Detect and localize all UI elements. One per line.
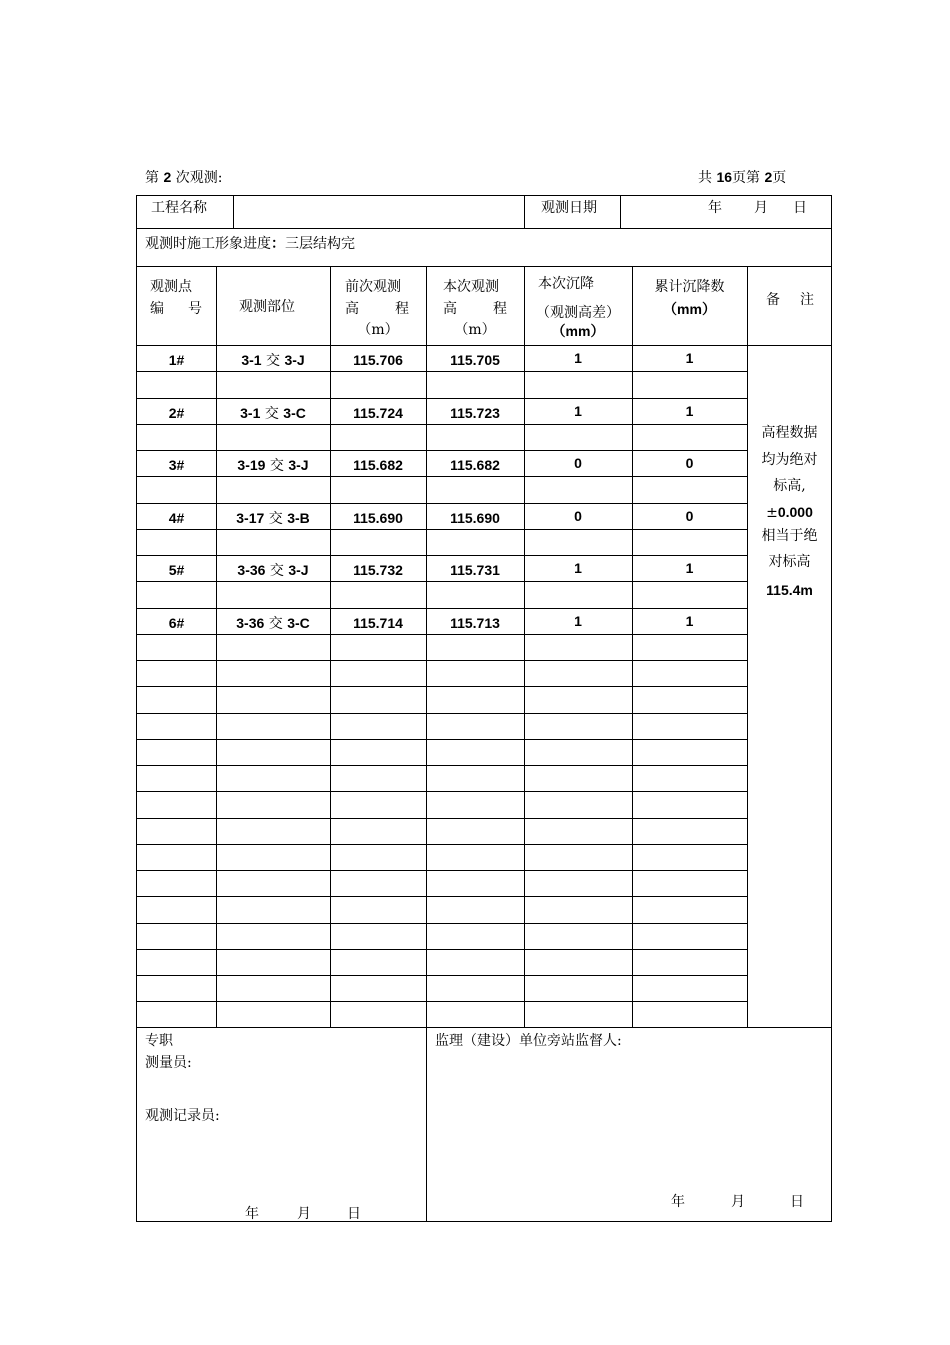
location-cross: 交 [261,353,285,369]
surveyor-label-1: 专职 [145,1033,173,1049]
cell-curr-elevation: 115.713 [450,615,500,631]
remark-line-5: 相当于绝 [761,528,818,544]
remark-line-4 [747,505,832,520]
observation-date-label: 观测日期 [541,200,597,216]
cell-settlement: 1 [574,613,582,629]
cell-location [216,563,330,578]
col-cum-l1: 累计沉降数 [654,279,725,295]
vrule-info-1 [233,196,234,228]
cell-cumulative: 0 [685,455,694,471]
row-rule [137,923,747,924]
location-cross: 交 [260,406,284,422]
location-a: 3-1 [241,352,262,368]
total-prefix: 共 [698,170,712,186]
vrule-info-2 [524,196,525,228]
surveyor-label-2: 测量员: [145,1055,192,1071]
vrule-col-6 [747,266,748,1027]
progress-line [145,236,355,251]
cell-point: 1# [168,352,185,368]
rule-footer [137,1027,831,1028]
vrule-info-3 [620,196,621,228]
location-a: 3-36 [237,562,266,578]
col-settle-unit: （mm） [551,323,605,339]
row-rule [137,739,747,740]
observation-number [145,170,222,185]
obs-suffix: 次观测: [175,170,223,186]
date-month: 月 [754,200,768,216]
cell-curr-elevation: 115.690 [450,510,500,526]
progress-value: 三层结构完 [285,236,355,252]
left-day: 日 [347,1206,361,1222]
cell-cumulative: 1 [685,350,694,366]
cell-curr-elevation: 115.705 [450,352,500,368]
left-year: 年 [245,1206,259,1222]
row-rule [137,686,747,687]
row-rule [137,896,747,897]
cell-location [216,616,330,631]
col-point-l2b: 号 [188,301,202,317]
location-b: 3-C [283,405,306,421]
row-rule [137,634,747,635]
rule-progress [137,266,831,267]
row-rule [137,608,747,609]
cell-location [216,458,330,473]
obs-prefix: 第 [145,170,159,186]
row-rule [137,450,747,451]
col-curr-l1: 本次观测 [443,279,499,295]
obs-num: 2 [163,169,172,185]
col-remark-a: 备 [766,292,780,308]
cell-prev-elevation: 115.724 [353,405,403,421]
cell-point: 4# [168,510,185,526]
col-settle-l2: （观测高差） [536,305,620,321]
row-rule [137,975,747,976]
location-cross: 交 [264,616,288,632]
location-b: 3-J [288,562,309,578]
col-curr-l2b: 程 [493,301,507,317]
cell-settlement: 0 [574,455,582,471]
cell-prev-elevation: 115.690 [353,510,403,526]
remark-line-2: 均为绝对 [761,452,818,468]
vrule-col-3 [426,266,427,1027]
cell-prev-elevation: 115.714 [353,615,403,631]
date-year: 年 [708,200,722,216]
row-rule [137,844,747,845]
remark-line-7: 115.4m [766,582,813,598]
col-prev-l1: 前次观测 [345,279,401,295]
cell-point: 6# [168,615,185,631]
row-rule [137,765,747,766]
row-rule [137,581,747,582]
cell-prev-elevation: 115.732 [353,562,403,578]
recorder-label: 观测记录员: [145,1108,220,1124]
col-settle-l1: 本次沉降 [538,276,594,292]
cell-prev-elevation: 115.682 [353,457,403,473]
rule-project [137,228,831,229]
col-point-l1: 观测点 [150,279,192,295]
cell-curr-elevation: 115.682 [450,457,500,473]
cell-point: 5# [168,562,185,578]
project-name-label: 工程名称 [151,200,207,216]
location-b: 3-C [287,615,310,631]
row-rule [137,713,747,714]
row-rule [137,555,747,556]
col-prev-l2b: 程 [395,301,409,317]
row-rule [137,1001,747,1002]
cell-cumulative: 0 [685,508,694,524]
col-point-l2a: 编 [150,301,164,317]
remark-line-3: 标高, [773,478,806,494]
row-rule [137,503,747,504]
row-rule [137,476,747,477]
cell-prev-elevation: 115.706 [353,352,403,368]
vrule-footer [426,1027,427,1221]
row-rule [137,398,747,399]
vrule-col-1 [216,266,217,1027]
right-day: 日 [790,1194,804,1210]
total-pages: 16 [716,169,733,185]
row-rule [137,424,747,425]
col-curr-l2a: 高 [443,301,457,317]
location-a: 3-17 [236,510,265,526]
col-curr-unit: （m） [454,322,496,338]
cell-cumulative: 1 [685,403,694,419]
row-rule [137,660,747,661]
row-rule [137,870,747,871]
location-cross: 交 [264,511,288,527]
location-cross: 交 [265,563,289,579]
row-rule [137,791,747,792]
row-rule [137,949,747,950]
right-year: 年 [671,1194,685,1210]
col-cum-unit: （mm） [663,301,716,317]
vrule-col-4 [524,266,525,1027]
remark-zero: 0.000 [777,504,813,520]
cell-point: 3# [168,457,185,473]
cell-location [216,511,330,526]
cell-curr-elevation: 115.723 [450,405,500,421]
location-b: 3-J [284,352,305,368]
page-mid: 页第 [732,170,761,186]
remark-line-6: 对标高 [768,554,811,570]
location-a: 3-36 [236,615,265,631]
location-a: 3-1 [240,405,261,421]
rule-header [137,345,831,346]
col-prev-unit: （m） [357,322,399,338]
cell-curr-elevation: 115.731 [450,562,500,578]
cell-cumulative: 1 [685,613,694,629]
col-location: 观测部位 [239,299,295,315]
remark-line-1: 高程数据 [761,425,818,441]
col-prev-l2a: 高 [345,301,359,317]
location-a: 3-19 [237,457,266,473]
page-count [698,170,786,185]
cell-cumulative: 1 [685,560,694,576]
progress-label: 观测时施工形象进度 [145,236,271,252]
cell-settlement: 1 [574,350,582,366]
remark-plusminus: ± [766,505,778,521]
vrule-col-2 [330,266,331,1027]
right-month: 月 [731,1194,745,1210]
progress-colon: ： [271,235,285,251]
supervisor-label: 监理（建设）单位旁站监督人: [435,1033,622,1049]
page-suffix: 页 [772,170,787,186]
cell-location [216,406,330,421]
location-cross: 交 [265,458,289,474]
cell-settlement: 1 [574,403,582,419]
cell-settlement: 1 [574,560,582,576]
cell-location [216,353,330,368]
settlement-form [136,195,832,1222]
row-rule [137,529,747,530]
col-remark-b: 注 [800,292,814,308]
location-b: 3-J [288,457,309,473]
location-b: 3-B [287,510,310,526]
row-rule [137,371,747,372]
left-month: 月 [297,1206,311,1222]
vrule-col-5 [632,266,633,1027]
current-page: 2 [764,169,773,185]
cell-settlement: 0 [574,508,582,524]
row-rule [137,818,747,819]
date-day: 日 [793,200,807,216]
cell-point: 2# [168,405,185,421]
